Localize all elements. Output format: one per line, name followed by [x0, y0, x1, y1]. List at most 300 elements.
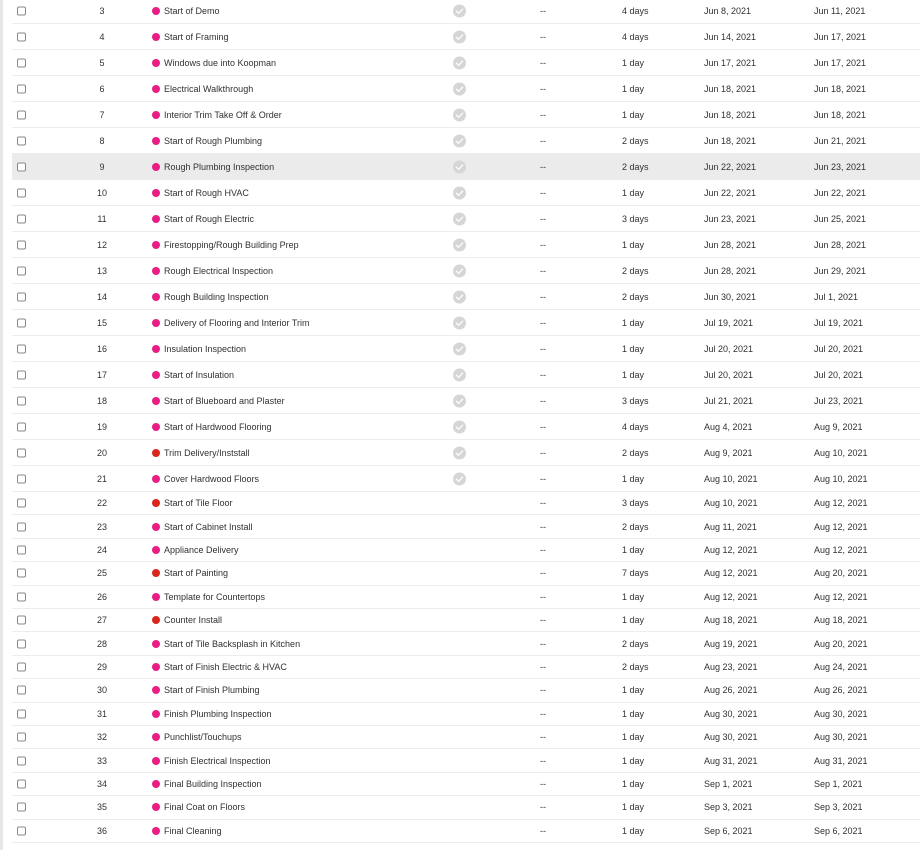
predecessors-cell: --	[540, 521, 546, 532]
select-checkbox[interactable]	[17, 84, 26, 93]
start-date-cell: Aug 23, 2021	[704, 661, 758, 672]
task-name[interactable]: Start of Rough Electric	[164, 213, 255, 224]
status-dot	[152, 686, 160, 694]
start-date-cell: Aug 10, 2021	[704, 473, 758, 484]
select-checkbox[interactable]	[17, 592, 26, 601]
select-checkbox[interactable]	[17, 422, 26, 431]
select-checkbox[interactable]	[17, 162, 26, 171]
start-date-cell: Jun 17, 2021	[704, 57, 757, 68]
status-dot	[152, 241, 160, 249]
predecessors-cell: --	[540, 343, 546, 354]
select-checkbox[interactable]	[17, 240, 26, 249]
select-checkbox[interactable]	[17, 733, 26, 742]
task-number: 15	[96, 317, 107, 328]
start-date-cell: Aug 12, 2021	[704, 591, 758, 602]
start-date-cell: Jun 8, 2021	[704, 5, 752, 16]
finish-date-cell: Jun 21, 2021	[814, 135, 867, 146]
finish-date-cell: Jun 25, 2021	[814, 213, 867, 224]
predecessors-cell: --	[540, 109, 546, 120]
predecessors-cell: --	[540, 685, 546, 696]
table-row[interactable]	[12, 362, 920, 388]
finish-date-cell: Aug 20, 2021	[814, 568, 868, 579]
select-checkbox[interactable]	[17, 136, 26, 145]
status-dot	[152, 267, 160, 275]
table-row[interactable]	[12, 102, 920, 128]
start-date-cell: Jun 28, 2021	[704, 239, 757, 250]
task-name[interactable]: Rough Building Inspection	[164, 291, 269, 302]
start-date-cell: Aug 26, 2021	[704, 685, 758, 696]
predecessors-cell: --	[540, 317, 546, 328]
predecessors-cell: --	[540, 638, 546, 649]
predecessors-cell: --	[540, 732, 546, 743]
task-name[interactable]: Final Cleaning	[164, 825, 222, 836]
checkmark-circle-icon[interactable]	[453, 316, 466, 329]
task-number: 4	[99, 31, 105, 42]
table-row[interactable]	[12, 749, 920, 772]
duration-cell: 1 day	[622, 685, 645, 696]
start-date-cell: Jun 18, 2021	[704, 109, 757, 120]
predecessors-cell: --	[540, 395, 546, 406]
predecessors-cell: --	[540, 83, 546, 94]
select-checkbox[interactable]	[17, 686, 26, 695]
finish-date-cell: Jul 1, 2021	[814, 291, 859, 302]
checkmark-circle-icon[interactable]	[453, 342, 466, 355]
select-checkbox[interactable]	[17, 292, 26, 301]
predecessors-cell: --	[540, 161, 546, 172]
task-number: 33	[96, 755, 107, 766]
duration-cell: 1 day	[622, 778, 645, 789]
table-row[interactable]	[12, 284, 920, 310]
task-name[interactable]: Rough Electrical Inspection	[164, 265, 274, 276]
table-row[interactable]	[12, 632, 920, 655]
checkmark-circle-icon[interactable]	[453, 368, 466, 381]
select-checkbox[interactable]	[17, 110, 26, 119]
select-checkbox[interactable]	[17, 616, 26, 625]
finish-date-cell: Aug 20, 2021	[814, 638, 868, 649]
task-name[interactable]: Template for Countertops	[164, 591, 266, 602]
task-number: 32	[96, 732, 107, 743]
duration-cell: 3 days	[622, 213, 649, 224]
task-name[interactable]: Start of Insulation	[164, 369, 235, 380]
predecessors-cell: --	[540, 802, 546, 813]
status-dot	[152, 733, 160, 741]
task-name[interactable]: Interior Trim Take Off & Order	[164, 109, 282, 120]
task-number: 9	[99, 161, 105, 172]
table-row[interactable]	[12, 466, 920, 492]
predecessors-cell: --	[540, 778, 546, 789]
checkmark-circle-icon[interactable]	[453, 290, 466, 303]
table-row[interactable]	[12, 336, 920, 362]
finish-date-cell: Aug 12, 2021	[814, 591, 868, 602]
duration-cell: 1 day	[622, 732, 645, 743]
status-dot	[152, 397, 160, 405]
status-dot	[152, 33, 160, 41]
checkmark-circle-icon[interactable]	[453, 30, 466, 43]
duration-cell: 1 day	[622, 473, 645, 484]
predecessors-cell: --	[540, 135, 546, 146]
select-checkbox[interactable]	[17, 474, 26, 483]
task-number: 35	[96, 802, 107, 813]
predecessors-cell: --	[540, 57, 546, 68]
table-row[interactable]	[12, 310, 920, 336]
predecessors-cell: --	[540, 187, 546, 198]
select-checkbox[interactable]	[17, 779, 26, 788]
duration-cell: 2 days	[622, 265, 649, 276]
table-row[interactable]	[12, 703, 920, 726]
task-number: 19	[96, 421, 107, 432]
start-date-cell: Aug 30, 2021	[704, 708, 758, 719]
task-number: 23	[96, 521, 107, 532]
checkmark-circle-icon[interactable]	[453, 472, 466, 485]
start-date-cell: Jun 22, 2021	[704, 187, 757, 198]
table-row[interactable]	[12, 796, 920, 819]
select-checkbox[interactable]	[17, 448, 26, 457]
task-number: 10	[96, 187, 107, 198]
finish-date-cell: Jun 29, 2021	[814, 265, 867, 276]
status-dot	[152, 111, 160, 119]
task-name[interactable]: Finish Electrical Inspection	[164, 755, 271, 766]
task-name[interactable]: Start of Painting	[164, 568, 229, 579]
task-number: 20	[96, 447, 107, 458]
task-number: 11	[97, 213, 107, 224]
predecessors-cell: --	[540, 615, 546, 626]
predecessors-cell: --	[540, 421, 546, 432]
duration-cell: 1 day	[622, 825, 645, 836]
status-dot	[152, 499, 160, 507]
select-checkbox[interactable]	[17, 344, 26, 353]
status-dot	[152, 803, 160, 811]
select-checkbox[interactable]	[17, 214, 26, 223]
checkmark-circle-icon[interactable]	[453, 394, 466, 407]
task-number: 25	[96, 568, 107, 579]
task-name[interactable]: Punchlist/Touchups	[164, 732, 242, 743]
predecessors-cell: --	[540, 708, 546, 719]
start-date-cell: Aug 4, 2021	[704, 421, 753, 432]
task-name[interactable]: Start of Tile Floor	[164, 498, 233, 509]
status-dot	[152, 616, 160, 624]
predecessors-cell: --	[540, 568, 546, 579]
finish-date-cell: Sep 6, 2021	[814, 825, 863, 836]
task-number: 7	[99, 109, 105, 120]
task-name[interactable]: Counter Install	[164, 615, 223, 626]
start-date-cell: Sep 1, 2021	[704, 778, 753, 789]
status-dot	[152, 710, 160, 718]
finish-date-cell: Jun 17, 2021	[814, 31, 867, 42]
table-row[interactable]	[12, 609, 920, 632]
table-row[interactable]	[12, 154, 920, 180]
status-dot	[152, 137, 160, 145]
task-name[interactable]: Start of Hardwood Flooring	[164, 421, 272, 432]
checkmark-circle-icon[interactable]	[453, 420, 466, 433]
status-dot	[152, 163, 160, 171]
finish-date-cell: Jul 19, 2021	[814, 317, 864, 328]
task-number: 28	[96, 638, 107, 649]
duration-cell: 4 days	[622, 5, 649, 16]
select-checkbox[interactable]	[17, 499, 26, 508]
duration-cell: 3 days	[622, 395, 649, 406]
task-name[interactable]: Insulation Inspection	[164, 343, 247, 354]
status-dot	[152, 569, 160, 577]
predecessors-cell: --	[540, 755, 546, 766]
task-name[interactable]: Start of Cabinet Install	[164, 521, 253, 532]
duration-cell: 1 day	[622, 239, 645, 250]
table-row[interactable]	[12, 180, 920, 206]
start-date-cell: Jun 22, 2021	[704, 161, 757, 172]
task-name[interactable]: Electrical Walkthrough	[164, 83, 254, 94]
select-checkbox[interactable]	[17, 662, 26, 671]
finish-date-cell: Sep 3, 2021	[814, 802, 863, 813]
finish-date-cell: Jul 23, 2021	[814, 395, 864, 406]
table-row[interactable]	[12, 726, 920, 749]
finish-date-cell: Aug 30, 2021	[814, 732, 868, 743]
status-dot	[152, 757, 160, 765]
status-dot	[152, 827, 160, 835]
predecessors-cell: --	[540, 447, 546, 458]
finish-date-cell: Jun 18, 2021	[814, 83, 867, 94]
status-dot	[152, 523, 160, 531]
task-name[interactable]: Appliance Delivery	[164, 544, 239, 555]
finish-date-cell: Aug 12, 2021	[814, 498, 868, 509]
task-number: 8	[99, 135, 105, 146]
select-checkbox[interactable]	[17, 756, 26, 765]
task-name[interactable]: Start of Finish Plumbing	[164, 685, 260, 696]
finish-date-cell: Aug 26, 2021	[814, 685, 868, 696]
select-checkbox[interactable]	[17, 266, 26, 275]
finish-date-cell: Jun 28, 2021	[814, 239, 867, 250]
duration-cell: 1 day	[622, 755, 645, 766]
task-name[interactable]: Finish Plumbing Inspection	[164, 708, 272, 719]
table-row[interactable]	[12, 388, 920, 414]
predecessors-cell: --	[540, 239, 546, 250]
select-checkbox[interactable]	[17, 803, 26, 812]
task-number: 16	[96, 343, 107, 354]
table-row[interactable]	[12, 76, 920, 102]
table-row[interactable]	[12, 24, 920, 50]
task-number: 31	[96, 708, 107, 719]
select-checkbox[interactable]	[17, 318, 26, 327]
predecessors-cell: --	[540, 5, 546, 16]
task-number: 24	[96, 544, 107, 555]
checkmark-circle-icon[interactable]	[453, 446, 466, 459]
predecessors-cell: --	[540, 498, 546, 509]
table-row[interactable]	[12, 206, 920, 232]
task-number: 36	[96, 825, 107, 836]
task-name[interactable]: Trim Delivery/Inststall	[164, 447, 250, 458]
checkmark-circle-icon[interactable]	[453, 160, 466, 173]
duration-cell: 1 day	[622, 109, 645, 120]
status-dot	[152, 640, 160, 648]
duration-cell: 2 days	[622, 661, 649, 672]
predecessors-cell: --	[540, 31, 546, 42]
select-checkbox[interactable]	[17, 396, 26, 405]
finish-date-cell: Aug 18, 2021	[814, 615, 868, 626]
start-date-cell: Aug 11, 2021	[704, 521, 757, 532]
checkmark-circle-icon[interactable]	[453, 238, 466, 251]
select-checkbox[interactable]	[17, 639, 26, 648]
start-date-cell: Aug 31, 2021	[704, 755, 758, 766]
predecessors-cell: --	[540, 825, 546, 836]
status-dot	[152, 59, 160, 67]
task-number: 5	[99, 57, 105, 68]
duration-cell: 1 day	[622, 343, 645, 354]
table-row[interactable]	[12, 562, 920, 585]
start-date-cell: Aug 10, 2021	[704, 498, 758, 509]
task-number: 6	[99, 83, 105, 94]
finish-date-cell: Sep 1, 2021	[814, 778, 863, 789]
checkmark-circle-icon[interactable]	[453, 186, 466, 199]
predecessors-cell: --	[540, 544, 546, 555]
table-row[interactable]	[12, 820, 920, 843]
predecessors-cell: --	[540, 473, 546, 484]
table-row[interactable]	[12, 128, 920, 154]
task-name[interactable]: Start of Framing	[164, 31, 229, 42]
duration-cell: 1 day	[622, 57, 645, 68]
duration-cell: 1 day	[622, 591, 645, 602]
table-row[interactable]	[12, 656, 920, 679]
table-row[interactable]	[12, 679, 920, 702]
task-number: 12	[96, 239, 107, 250]
start-date-cell: Aug 9, 2021	[704, 447, 753, 458]
finish-date-cell: Aug 10, 2021	[814, 447, 868, 458]
start-date-cell: Jun 14, 2021	[704, 31, 757, 42]
start-date-cell: Jun 18, 2021	[704, 135, 757, 146]
duration-cell: 1 day	[622, 317, 645, 328]
predecessors-cell: --	[540, 591, 546, 602]
task-name[interactable]: Firestopping/Rough Building Prep	[164, 239, 299, 250]
select-checkbox[interactable]	[17, 370, 26, 379]
task-name[interactable]: Rough Plumbing Inspection	[164, 161, 275, 172]
table-row[interactable]	[12, 440, 920, 466]
duration-cell: 1 day	[622, 369, 645, 380]
start-date-cell: Sep 6, 2021	[704, 825, 753, 836]
start-date-cell: Jun 18, 2021	[704, 83, 757, 94]
duration-cell: 1 day	[622, 187, 645, 198]
task-name[interactable]: Final Building Inspection	[164, 778, 262, 789]
table-row[interactable]	[12, 0, 920, 24]
task-name[interactable]: Delivery of Flooring and Interior Trim	[164, 317, 310, 328]
start-date-cell: Aug 12, 2021	[704, 544, 758, 555]
task-name[interactable]: Start of Blueboard and Plaster	[164, 395, 285, 406]
status-dot	[152, 423, 160, 431]
start-date-cell: Jun 30, 2021	[704, 291, 757, 302]
task-number: 21	[96, 473, 107, 484]
checkmark-circle-icon[interactable]	[453, 56, 466, 69]
finish-date-cell: Aug 12, 2021	[814, 544, 868, 555]
task-number: 30	[96, 685, 107, 696]
select-checkbox[interactable]	[17, 522, 26, 531]
select-checkbox[interactable]	[17, 188, 26, 197]
status-dot	[152, 449, 160, 457]
duration-cell: 1 day	[622, 615, 645, 626]
task-name[interactable]: Start of Finish Electric & HVAC	[164, 661, 287, 672]
finish-date-cell: Jul 20, 2021	[814, 369, 864, 380]
finish-date-cell: Aug 12, 2021	[814, 521, 868, 532]
finish-date-cell: Aug 24, 2021	[814, 661, 868, 672]
checkmark-circle-icon[interactable]	[453, 4, 466, 17]
table-row[interactable]	[12, 586, 920, 609]
checkmark-circle-icon[interactable]	[453, 264, 466, 277]
status-dot	[152, 85, 160, 93]
task-number: 26	[96, 591, 107, 602]
select-checkbox[interactable]	[17, 6, 26, 15]
table-row[interactable]	[12, 258, 920, 284]
task-number: 17	[96, 369, 107, 380]
finish-date-cell: Jul 20, 2021	[814, 343, 864, 354]
status-dot	[152, 345, 160, 353]
finish-date-cell: Jun 11, 2021	[814, 5, 866, 16]
duration-cell: 4 days	[622, 31, 649, 42]
start-date-cell: Jul 21, 2021	[704, 395, 754, 406]
table-row[interactable]	[12, 773, 920, 796]
predecessors-cell: --	[540, 661, 546, 672]
predecessors-cell: --	[540, 265, 546, 276]
duration-cell: 1 day	[622, 708, 645, 719]
select-checkbox[interactable]	[17, 569, 26, 578]
task-number: 18	[96, 395, 107, 406]
checkmark-circle-icon[interactable]	[453, 108, 466, 121]
finish-date-cell: Jun 22, 2021	[814, 187, 867, 198]
start-date-cell: Aug 18, 2021	[704, 615, 758, 626]
status-dot	[152, 663, 160, 671]
finish-date-cell: Aug 31, 2021	[814, 755, 868, 766]
start-date-cell: Jul 20, 2021	[704, 369, 754, 380]
duration-cell: 1 day	[622, 802, 645, 813]
select-checkbox[interactable]	[17, 32, 26, 41]
scroll-edge	[0, 0, 3, 850]
task-number: 13	[96, 265, 107, 276]
task-number: 29	[96, 661, 107, 672]
task-name[interactable]: Windows due into Koopman	[164, 57, 277, 68]
start-date-cell: Jun 23, 2021	[704, 213, 757, 224]
table-row[interactable]	[12, 515, 920, 538]
table-row[interactable]	[12, 414, 920, 440]
select-checkbox[interactable]	[17, 58, 26, 67]
checkmark-circle-icon[interactable]	[453, 212, 466, 225]
predecessors-cell: --	[540, 291, 546, 302]
select-checkbox[interactable]	[17, 545, 26, 554]
duration-cell: 2 days	[622, 447, 649, 458]
task-name[interactable]: Start of Tile Backsplash in Kitchen	[164, 638, 301, 649]
select-checkbox[interactable]	[17, 709, 26, 718]
select-checkbox[interactable]	[17, 826, 26, 835]
duration-cell: 2 days	[622, 135, 649, 146]
checkmark-circle-icon[interactable]	[453, 82, 466, 95]
table-row[interactable]	[12, 492, 920, 515]
task-number: 3	[99, 5, 105, 16]
task-name[interactable]: Start of Rough Plumbing	[164, 135, 263, 146]
checkmark-circle-icon[interactable]	[453, 134, 466, 147]
start-date-cell: Aug 19, 2021	[704, 638, 758, 649]
start-date-cell: Jul 20, 2021	[704, 343, 754, 354]
predecessors-cell: --	[540, 213, 546, 224]
task-name[interactable]: Start of Demo	[164, 5, 220, 16]
table-row[interactable]	[12, 232, 920, 258]
table-row[interactable]	[12, 50, 920, 76]
task-number: 34	[96, 778, 107, 789]
task-name[interactable]: Start of Rough HVAC	[164, 187, 249, 198]
table-row[interactable]	[12, 539, 920, 562]
status-dot	[152, 780, 160, 788]
task-name[interactable]: Cover Hardwood Floors	[164, 473, 260, 484]
duration-cell: 4 days	[622, 421, 649, 432]
status-dot	[152, 293, 160, 301]
task-name[interactable]: Final Coat on Floors	[164, 802, 246, 813]
finish-date-cell: Jun 18, 2021	[814, 109, 867, 120]
start-date-cell: Jul 19, 2021	[704, 317, 754, 328]
status-dot	[152, 215, 160, 223]
start-date-cell: Aug 30, 2021	[704, 732, 758, 743]
status-dot	[152, 189, 160, 197]
